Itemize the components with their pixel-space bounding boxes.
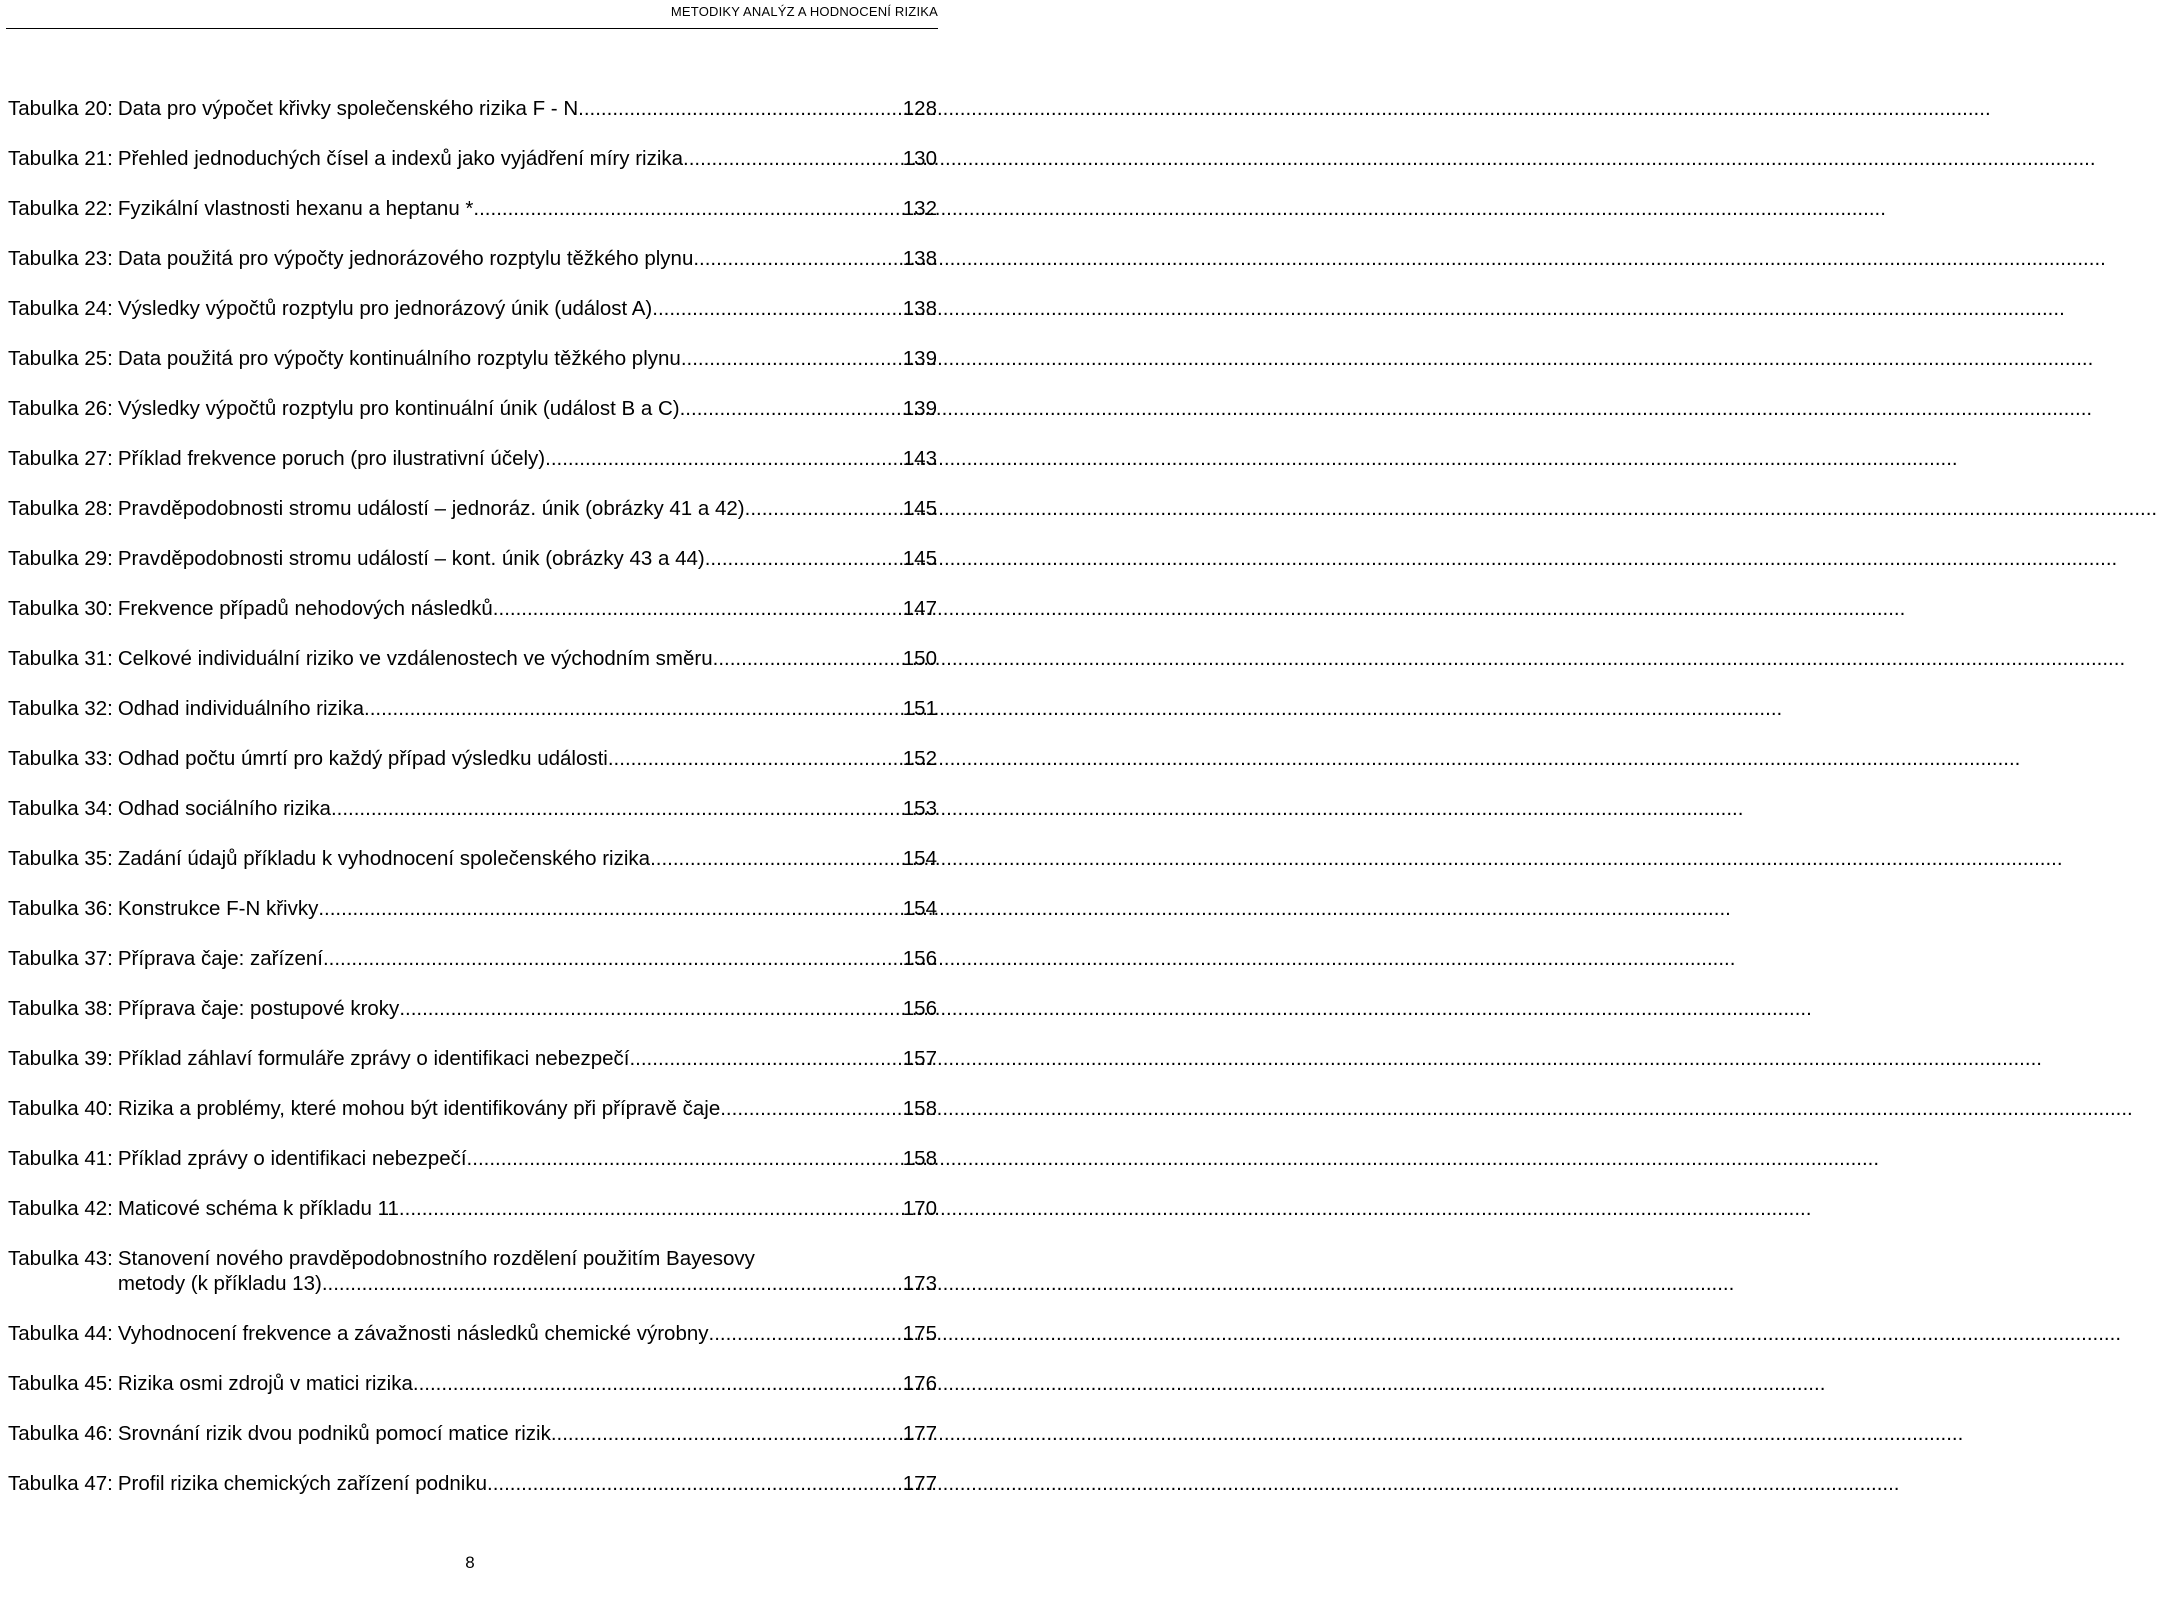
toc-dot-leader: [399, 1196, 902, 1221]
toc-dot-leader: [652, 296, 902, 321]
toc-entry-page: 132: [902, 197, 937, 220]
toc-entry-label: Tabulka 21:: [8, 147, 113, 170]
toc-entry-title: Příprava čaje: zařízení: [117, 947, 323, 970]
toc-entry[interactable]: [8, 1296, 937, 1346]
toc-dot-leader: [413, 1371, 902, 1396]
toc-dot-leader: [578, 96, 902, 121]
toc-entry-title: Data použitá pro výpočty kontinuálního rozptylu těžkého plynu: [117, 347, 681, 370]
toc-entry-label: Tabulka 39:: [8, 1047, 113, 1070]
toc-entry-text: [8, 1471, 902, 1496]
toc-entry[interactable]: [8, 1215, 937, 1296]
toc-dot-leader: [473, 196, 901, 221]
toc-entry-title: Odhad individuálního rizika.: [117, 697, 370, 720]
toc-entry-text: [8, 396, 902, 421]
toc-entry-page: 156: [902, 947, 937, 970]
toc-dot-leader: [745, 496, 902, 521]
toc-entry-label: Tabulka 28:: [8, 497, 113, 520]
table-list-of-contents: [8, 71, 937, 1496]
toc-dot-leader: [322, 1271, 902, 1296]
toc-entry-label: Tabulka 24:: [8, 297, 113, 320]
toc-dot-leader: [545, 446, 902, 471]
toc-entry[interactable]: [8, 321, 937, 371]
toc-entry-page: 154: [902, 847, 937, 870]
toc-dot-leader: [323, 946, 902, 971]
toc-entry-title: Příklad frekvence poruch (pro ilustrativní účely): [117, 447, 546, 470]
toc-entry-label: Tabulka 31:: [8, 647, 113, 670]
toc-dot-leader: [467, 1146, 902, 1171]
toc-entry-label: Tabulka 43:: [8, 1247, 113, 1270]
toc-entry-title: Příklad záhlaví formuláře zprávy o identifikaci nebezpečí: [117, 1047, 630, 1070]
toc-entry-title: Příklad zprávy o identifikaci nebezpečí: [117, 1147, 467, 1170]
toc-entry-text: [8, 1321, 902, 1346]
toc-entry-title: Fyzikální vlastnosti hexanu a heptanu *: [117, 197, 474, 220]
toc-entry-page: 145: [902, 497, 937, 520]
toc-entry-label: Tabulka 38:: [8, 997, 113, 1020]
toc-entry-text: [8, 1196, 902, 1221]
toc-entry-text: [8, 1371, 902, 1396]
toc-entry-text: [8, 1421, 902, 1446]
toc-entry[interactable]: [8, 871, 937, 921]
toc-entry-label: Tabulka 26:: [8, 397, 113, 420]
toc-entry-label: Tabulka 23:: [8, 247, 113, 270]
toc-entry-text: [8, 346, 902, 371]
toc-entry[interactable]: [8, 371, 937, 421]
toc-entry-page: 147: [902, 597, 937, 620]
toc-entry-text: [8, 946, 902, 971]
toc-entry-title: Příprava čaje: postupové kroky: [117, 997, 400, 1020]
toc-entry[interactable]: [8, 1396, 937, 1446]
toc-entry-title: Profil rizika chemických zařízení podniku: [117, 1472, 487, 1495]
toc-entry-page: 158: [902, 1147, 937, 1170]
toc-entry-title: Frekvence případů nehodových následků: [117, 597, 493, 620]
toc-dot-leader: [487, 1471, 902, 1496]
toc-dot-leader: [493, 596, 902, 621]
toc-entry-title-line2: metody (k příkladu 13): [117, 1272, 322, 1295]
toc-entry-title: Odhad počtu úmrtí pro každý případ výsledku události: [117, 747, 608, 770]
toc-entry[interactable]: [8, 171, 937, 221]
toc-entry-text: [8, 596, 902, 621]
toc-entry-text: [8, 246, 902, 271]
toc-entry-page: 153: [902, 797, 937, 820]
toc-entry[interactable]: [8, 1446, 937, 1496]
toc-entry-text: [8, 196, 902, 221]
toc-entry-text: [8, 746, 902, 771]
toc-entry-label: Tabulka 36:: [8, 897, 113, 920]
toc-entry-title: Přehled jednoduchých čísel a indexů jako vyjádření míry rizika: [117, 147, 684, 170]
toc-entry[interactable]: [8, 1071, 937, 1121]
toc-entry-text: [8, 446, 902, 471]
toc-entry-title: Konstrukce F-N křivky: [117, 897, 319, 920]
toc-entry[interactable]: [8, 271, 937, 321]
toc-entry-page: 130: [902, 147, 937, 170]
toc-entry[interactable]: [8, 1121, 937, 1171]
toc-entry-label: Tabulka 45:: [8, 1372, 113, 1395]
toc-entry-text: [8, 496, 902, 521]
toc-entry-page: 177: [902, 1472, 937, 1495]
toc-entry-label: Tabulka 32:: [8, 697, 113, 720]
toc-dot-leader: [680, 396, 902, 421]
toc-entry-label: Tabulka 30:: [8, 597, 113, 620]
toc-entry-text: [8, 296, 902, 321]
toc-entry-title: Maticové schéma k příkladu 11: [117, 1197, 399, 1220]
toc-dot-leader: [399, 996, 901, 1021]
toc-entry-label: Tabulka 33:: [8, 747, 113, 770]
toc-dot-leader: [608, 746, 902, 771]
toc-entry[interactable]: [8, 1346, 937, 1396]
toc-entry[interactable]: [8, 971, 937, 1021]
toc-entry-label: Tabulka 46:: [8, 1422, 113, 1445]
toc-entry-title: Data pro výpočet křivky společenského rizika F - N: [117, 97, 579, 120]
toc-entry-title: Rizika a problémy, které mohou být identifikovány při přípravě čaje: [117, 1097, 721, 1120]
toc-dot-leader: [693, 246, 901, 271]
toc-entry-text: [8, 1246, 902, 1296]
toc-dot-leader: [318, 896, 901, 921]
toc-entry-text: [8, 996, 902, 1021]
toc-entry-page: 157: [902, 1047, 937, 1070]
toc-entry-label: Tabulka 29:: [8, 547, 113, 570]
toc-entry-page: 139: [902, 347, 937, 370]
toc-entry[interactable]: [8, 121, 937, 171]
toc-entry-page: 176: [902, 1372, 937, 1395]
toc-dot-leader: [551, 1421, 902, 1446]
toc-entry[interactable]: [8, 471, 937, 521]
toc-entry-page: 143: [902, 447, 937, 470]
toc-dot-leader: [650, 846, 902, 871]
toc-entry-label: Tabulka 25:: [8, 347, 113, 370]
toc-entry-title: Rizika osmi zdrojů v matici rizika: [117, 1372, 413, 1395]
toc-entry-text: [8, 1046, 902, 1071]
toc-entry-text: [8, 546, 902, 571]
toc-entry[interactable]: [8, 221, 937, 271]
toc-entry-text: [8, 796, 902, 821]
toc-entry-page: 139: [902, 397, 937, 420]
toc-dot-leader: [713, 646, 902, 671]
toc-dot-leader: [681, 346, 902, 371]
toc-entry-title: Pravděpodobnosti stromu událostí – jednoráz. únik (obrázky 41 a 42): [117, 497, 745, 520]
toc-entry-label: Tabulka 40:: [8, 1097, 113, 1120]
toc-entry-label: Tabulka 37:: [8, 947, 113, 970]
toc-entry-title: Odhad sociálního rizika: [117, 797, 331, 820]
toc-entry-title: Data použitá pro výpočty jednorázového rozptylu těžkého plynu: [117, 247, 694, 270]
toc-entry-text: [8, 846, 902, 871]
toc-entry[interactable]: [8, 521, 937, 571]
toc-dot-leader: [720, 1096, 902, 1121]
toc-entry-text: [8, 96, 902, 121]
toc-entry-page: 173: [902, 1272, 937, 1295]
toc-entry-label: Tabulka 41:: [8, 1147, 113, 1170]
toc-dot-leader: [683, 146, 902, 171]
toc-entry-label: Tabulka 35:: [8, 847, 113, 870]
toc-entry-title: Celkové individuální riziko ve vzdálenostech ve východním směru: [117, 647, 713, 670]
toc-entry-text: [8, 146, 902, 171]
toc-entry-body: [118, 1246, 902, 1296]
toc-entry-page: 138: [902, 297, 937, 320]
toc-entry-text: [8, 1096, 902, 1121]
toc-dot-leader: [705, 546, 902, 571]
toc-entry-title: Stanovení nového pravděpodobnostního rozdělení použitím Bayesovy: [117, 1247, 755, 1270]
toc-entry-title: Srovnání rizik dvou podniků pomocí matice rizik: [117, 1422, 551, 1445]
toc-entry-page: 158: [902, 1097, 937, 1120]
toc-entry-title-continuation: [118, 1271, 902, 1296]
toc-dot-leader: [629, 1046, 901, 1071]
toc-entry[interactable]: [8, 771, 937, 821]
toc-entry-page: 151: [902, 697, 937, 720]
toc-entry-page: 150: [902, 647, 937, 670]
toc-entry[interactable]: [8, 721, 937, 771]
toc-entry-page: 170: [902, 1197, 937, 1220]
toc-dot-leader: [709, 1321, 902, 1346]
toc-entry[interactable]: [8, 571, 937, 621]
toc-entry-title: Vyhodnocení frekvence a závažnosti následků chemické výrobny: [117, 1322, 709, 1345]
toc-entry-title: Pravděpodobnosti stromu událostí – kont. únik (obrázky 43 a 44): [117, 547, 705, 570]
toc-entry-label: Tabulka 22:: [8, 197, 113, 220]
toc-entry[interactable]: [8, 1021, 937, 1071]
toc-entry[interactable]: [8, 921, 937, 971]
toc-entry[interactable]: [8, 1171, 937, 1221]
toc-dot-leader: [331, 796, 902, 821]
header-rule: [6, 28, 938, 29]
toc-entry[interactable]: [8, 421, 937, 471]
toc-entry-title: Výsledky výpočtů rozptylu pro kontinuální únik (událost B a C): [117, 397, 680, 420]
toc-entry[interactable]: [8, 821, 937, 871]
toc-entry-label: Tabulka 42:: [8, 1197, 113, 1220]
toc-entry-page: 128: [902, 97, 937, 120]
toc-entry-page: 152: [902, 747, 937, 770]
toc-entry-text: [8, 696, 902, 721]
toc-entry-title: Zadání údajů příkladu k vyhodnocení společenského rizika: [117, 847, 651, 870]
toc-entry-label: Tabulka 20:: [8, 97, 113, 120]
toc-entry-text: [8, 896, 902, 921]
toc-entry[interactable]: [8, 671, 937, 721]
toc-entry[interactable]: [8, 71, 937, 121]
toc-entry-page: 175: [902, 1322, 937, 1345]
toc-entry-page: 145: [902, 547, 937, 570]
toc-entry-label: Tabulka 27:: [8, 447, 113, 470]
toc-entry-label: Tabulka 47:: [8, 1472, 113, 1495]
toc-entry-text: [8, 1146, 902, 1171]
toc-entry[interactable]: [8, 621, 937, 671]
page-number: 8: [465, 1553, 475, 1572]
running-header: METODIKY ANALÝZ A HODNOCENÍ RIZIKA: [670, 4, 938, 19]
toc-entry-page: 138: [902, 247, 937, 270]
toc-entry-label: Tabulka 44:: [8, 1322, 113, 1345]
toc-dot-leader: [370, 696, 902, 721]
toc-entry-title: Výsledky výpočtů rozptylu pro jednorázový únik (událost A): [117, 297, 653, 320]
toc-entry-page: 177: [902, 1422, 937, 1445]
toc-entry-page: 156: [902, 997, 937, 1020]
toc-entry-page: 154: [902, 897, 937, 920]
toc-entry-text: [8, 646, 902, 671]
document-page: [0, 0, 960, 1603]
toc-entry-label: Tabulka 34:: [8, 797, 113, 820]
